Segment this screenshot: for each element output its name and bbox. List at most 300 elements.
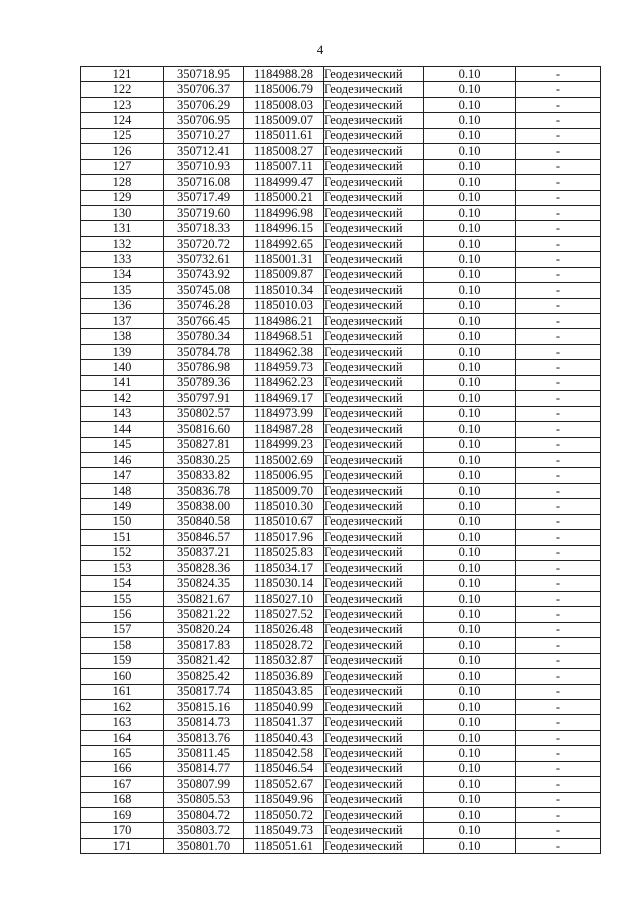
method-cell: Геодезический [324,252,424,267]
y-coordinate-cell: 1185049.73 [244,823,324,838]
method-cell: Геодезический [324,406,424,421]
y-coordinate-cell: 1185008.03 [244,97,324,112]
table-row [81,576,601,591]
point-number-cell: 140 [81,360,164,375]
x-coordinate-cell: 350838.00 [164,499,244,514]
accuracy-cell: 0.10 [424,113,516,128]
x-coordinate-cell: 350824.35 [164,576,244,591]
accuracy-cell: 0.10 [424,591,516,606]
y-coordinate-cell: 1185043.85 [244,684,324,699]
method-cell: Геодезический [324,360,424,375]
point-number-cell: 126 [81,144,164,159]
method-cell: Геодезический [324,67,424,82]
method-cell: Геодезический [324,576,424,591]
point-number-cell: 123 [81,97,164,112]
x-coordinate-cell: 350830.25 [164,452,244,467]
description-cell: - [516,669,601,684]
accuracy-cell: 0.10 [424,561,516,576]
description-cell: - [516,252,601,267]
x-coordinate-cell: 350780.34 [164,329,244,344]
method-cell: Геодезический [324,97,424,112]
description-cell: - [516,792,601,807]
description-cell: - [516,144,601,159]
x-coordinate-cell: 350706.37 [164,82,244,97]
y-coordinate-cell: 1185027.10 [244,591,324,606]
point-number-cell: 153 [81,561,164,576]
description-cell: - [516,205,601,220]
description-cell: - [516,375,601,390]
table-row [81,329,601,344]
accuracy-cell: 0.10 [424,344,516,359]
method-cell: Геодезический [324,128,424,143]
x-coordinate-cell: 350811.45 [164,746,244,761]
description-cell: - [516,838,601,853]
table-row [81,175,601,190]
y-coordinate-cell: 1185010.67 [244,514,324,529]
y-coordinate-cell: 1184973.99 [244,406,324,421]
description-cell: - [516,406,601,421]
point-number-cell: 169 [81,808,164,823]
x-coordinate-cell: 350802.57 [164,406,244,421]
coordinates-table [80,66,601,854]
table-row [81,777,601,792]
x-coordinate-cell: 350833.82 [164,468,244,483]
x-coordinate-cell: 350706.95 [164,113,244,128]
x-coordinate-cell: 350710.27 [164,128,244,143]
description-cell: - [516,221,601,236]
y-coordinate-cell: 1185007.11 [244,159,324,174]
point-number-cell: 160 [81,669,164,684]
point-number-cell: 167 [81,777,164,792]
y-coordinate-cell: 1185006.95 [244,468,324,483]
description-cell: - [516,329,601,344]
y-coordinate-cell: 1185051.61 [244,838,324,853]
accuracy-cell: 0.10 [424,622,516,637]
x-coordinate-cell: 350706.29 [164,97,244,112]
y-coordinate-cell: 1185049.96 [244,792,324,807]
y-coordinate-cell: 1185052.67 [244,777,324,792]
x-coordinate-cell: 350743.92 [164,267,244,282]
point-number-cell: 138 [81,329,164,344]
point-number-cell: 166 [81,761,164,776]
method-cell: Геодезический [324,283,424,298]
accuracy-cell: 0.10 [424,653,516,668]
method-cell: Геодезический [324,190,424,205]
x-coordinate-cell: 350718.33 [164,221,244,236]
y-coordinate-cell: 1185009.70 [244,483,324,498]
coordinates-table-body [81,67,601,854]
x-coordinate-cell: 350732.61 [164,252,244,267]
description-cell: - [516,267,601,282]
method-cell: Геодезический [324,823,424,838]
accuracy-cell: 0.10 [424,97,516,112]
table-row [81,144,601,159]
method-cell: Геодезический [324,715,424,730]
x-coordinate-cell: 350716.08 [164,175,244,190]
accuracy-cell: 0.10 [424,422,516,437]
description-cell: - [516,499,601,514]
accuracy-cell: 0.10 [424,699,516,714]
y-coordinate-cell: 1185040.99 [244,699,324,714]
x-coordinate-cell: 350821.42 [164,653,244,668]
y-coordinate-cell: 1185028.72 [244,638,324,653]
x-coordinate-cell: 350717.49 [164,190,244,205]
point-number-cell: 135 [81,283,164,298]
method-cell: Геодезический [324,329,424,344]
accuracy-cell: 0.10 [424,128,516,143]
table-row [81,699,601,714]
x-coordinate-cell: 350804.72 [164,808,244,823]
method-cell: Геодезический [324,175,424,190]
description-cell: - [516,638,601,653]
table-row [81,514,601,529]
method-cell: Геодезический [324,205,424,220]
y-coordinate-cell: 1185030.14 [244,576,324,591]
accuracy-cell: 0.10 [424,190,516,205]
table-row [81,653,601,668]
method-cell: Геодезический [324,792,424,807]
method-cell: Геодезический [324,298,424,313]
accuracy-cell: 0.10 [424,514,516,529]
method-cell: Геодезический [324,777,424,792]
description-cell: - [516,653,601,668]
method-cell: Геодезический [324,452,424,467]
x-coordinate-cell: 350816.60 [164,422,244,437]
accuracy-cell: 0.10 [424,298,516,313]
table-row [81,746,601,761]
accuracy-cell: 0.10 [424,236,516,251]
method-cell: Геодезический [324,468,424,483]
method-cell: Геодезический [324,545,424,560]
table-row [81,190,601,205]
point-number-cell: 124 [81,113,164,128]
table-row [81,283,601,298]
y-coordinate-cell: 1185001.31 [244,252,324,267]
method-cell: Геодезический [324,221,424,236]
x-coordinate-cell: 350821.67 [164,591,244,606]
y-coordinate-cell: 1185006.79 [244,82,324,97]
method-cell: Геодезический [324,82,424,97]
method-cell: Геодезический [324,236,424,251]
x-coordinate-cell: 350712.41 [164,144,244,159]
point-number-cell: 162 [81,699,164,714]
x-coordinate-cell: 350837.21 [164,545,244,560]
y-coordinate-cell: 1184992.65 [244,236,324,251]
x-coordinate-cell: 350814.77 [164,761,244,776]
description-cell: - [516,236,601,251]
description-cell: - [516,67,601,82]
method-cell: Геодезический [324,730,424,745]
method-cell: Геодезический [324,638,424,653]
y-coordinate-cell: 1185011.61 [244,128,324,143]
description-cell: - [516,823,601,838]
point-number-cell: 152 [81,545,164,560]
point-number-cell: 136 [81,298,164,313]
x-coordinate-cell: 350784.78 [164,344,244,359]
accuracy-cell: 0.10 [424,175,516,190]
table-row [81,422,601,437]
x-coordinate-cell: 350805.53 [164,792,244,807]
table-row [81,483,601,498]
accuracy-cell: 0.10 [424,437,516,452]
table-row [81,298,601,313]
point-number-cell: 125 [81,128,164,143]
point-number-cell: 157 [81,622,164,637]
table-row [81,97,601,112]
description-cell: - [516,175,601,190]
point-number-cell: 139 [81,344,164,359]
accuracy-cell: 0.10 [424,669,516,684]
point-number-cell: 144 [81,422,164,437]
accuracy-cell: 0.10 [424,638,516,653]
y-coordinate-cell: 1184999.47 [244,175,324,190]
description-cell: - [516,82,601,97]
accuracy-cell: 0.10 [424,823,516,838]
x-coordinate-cell: 350801.70 [164,838,244,853]
accuracy-cell: 0.10 [424,777,516,792]
method-cell: Геодезический [324,437,424,452]
table-row [81,530,601,545]
x-coordinate-cell: 350817.74 [164,684,244,699]
method-cell: Геодезический [324,514,424,529]
y-coordinate-cell: 1185036.89 [244,669,324,684]
point-number-cell: 156 [81,607,164,622]
description-cell: - [516,576,601,591]
accuracy-cell: 0.10 [424,144,516,159]
accuracy-cell: 0.10 [424,283,516,298]
accuracy-cell: 0.10 [424,499,516,514]
y-coordinate-cell: 1184969.17 [244,391,324,406]
description-cell: - [516,128,601,143]
table-row [81,128,601,143]
accuracy-cell: 0.10 [424,391,516,406]
table-row [81,406,601,421]
table-row [81,344,601,359]
table-row [81,715,601,730]
table-row [81,607,601,622]
point-number-cell: 149 [81,499,164,514]
accuracy-cell: 0.10 [424,715,516,730]
method-cell: Геодезический [324,314,424,329]
accuracy-cell: 0.10 [424,483,516,498]
accuracy-cell: 0.10 [424,530,516,545]
y-coordinate-cell: 1185009.07 [244,113,324,128]
y-coordinate-cell: 1185000.21 [244,190,324,205]
page-number: 4 [316,42,324,57]
description-cell: - [516,591,601,606]
y-coordinate-cell: 1184986.21 [244,314,324,329]
point-number-cell: 134 [81,267,164,282]
x-coordinate-cell: 350828.36 [164,561,244,576]
method-cell: Геодезический [324,561,424,576]
x-coordinate-cell: 350746.28 [164,298,244,313]
x-coordinate-cell: 350820.24 [164,622,244,637]
method-cell: Геодезический [324,530,424,545]
point-number-cell: 147 [81,468,164,483]
point-number-cell: 159 [81,653,164,668]
description-cell: - [516,391,601,406]
accuracy-cell: 0.10 [424,452,516,467]
method-cell: Геодезический [324,591,424,606]
description-cell: - [516,530,601,545]
y-coordinate-cell: 1184962.38 [244,344,324,359]
point-number-cell: 137 [81,314,164,329]
x-coordinate-cell: 350840.58 [164,514,244,529]
method-cell: Геодезический [324,422,424,437]
point-number-cell: 170 [81,823,164,838]
point-number-cell: 129 [81,190,164,205]
table-row [81,761,601,776]
description-cell: - [516,468,601,483]
point-number-cell: 150 [81,514,164,529]
point-number-cell: 154 [81,576,164,591]
point-number-cell: 164 [81,730,164,745]
description-cell: - [516,97,601,112]
table-row [81,437,601,452]
point-number-cell: 161 [81,684,164,699]
y-coordinate-cell: 1185042.58 [244,746,324,761]
y-coordinate-cell: 1184996.15 [244,221,324,236]
method-cell: Геодезический [324,684,424,699]
y-coordinate-cell: 1184999.23 [244,437,324,452]
accuracy-cell: 0.10 [424,252,516,267]
table-row [81,67,601,82]
point-number-cell: 151 [81,530,164,545]
point-number-cell: 165 [81,746,164,761]
description-cell: - [516,190,601,205]
y-coordinate-cell: 1185040.43 [244,730,324,745]
x-coordinate-cell: 350821.22 [164,607,244,622]
description-cell: - [516,483,601,498]
y-coordinate-cell: 1185010.34 [244,283,324,298]
y-coordinate-cell: 1185010.30 [244,499,324,514]
accuracy-cell: 0.10 [424,82,516,97]
table-row [81,252,601,267]
y-coordinate-cell: 1185041.37 [244,715,324,730]
table-row [81,452,601,467]
point-number-cell: 133 [81,252,164,267]
accuracy-cell: 0.10 [424,267,516,282]
x-coordinate-cell: 350817.83 [164,638,244,653]
method-cell: Геодезический [324,699,424,714]
table-row [81,622,601,637]
table-row [81,808,601,823]
accuracy-cell: 0.10 [424,607,516,622]
method-cell: Геодезический [324,113,424,128]
table-row [81,267,601,282]
y-coordinate-cell: 1185046.54 [244,761,324,776]
table-row [81,638,601,653]
table-row [81,591,601,606]
y-coordinate-cell: 1185025.83 [244,545,324,560]
table-row [81,159,601,174]
accuracy-cell: 0.10 [424,761,516,776]
x-coordinate-cell: 350807.99 [164,777,244,792]
table-row [81,838,601,853]
x-coordinate-cell: 350836.78 [164,483,244,498]
x-coordinate-cell: 350720.72 [164,236,244,251]
description-cell: - [516,715,601,730]
method-cell: Геодезический [324,344,424,359]
table-row [81,314,601,329]
point-number-cell: 146 [81,452,164,467]
accuracy-cell: 0.10 [424,808,516,823]
y-coordinate-cell: 1185032.87 [244,653,324,668]
table-row [81,360,601,375]
y-coordinate-cell: 1185027.52 [244,607,324,622]
y-coordinate-cell: 1184996.98 [244,205,324,220]
y-coordinate-cell: 1185009.87 [244,267,324,282]
point-number-cell: 145 [81,437,164,452]
point-number-cell: 148 [81,483,164,498]
method-cell: Геодезический [324,375,424,390]
table-row [81,792,601,807]
accuracy-cell: 0.10 [424,205,516,220]
method-cell: Геодезический [324,622,424,637]
x-coordinate-cell: 350766.45 [164,314,244,329]
method-cell: Геодезический [324,838,424,853]
description-cell: - [516,761,601,776]
point-number-cell: 131 [81,221,164,236]
accuracy-cell: 0.10 [424,329,516,344]
description-cell: - [516,514,601,529]
point-number-cell: 143 [81,406,164,421]
y-coordinate-cell: 1185026.48 [244,622,324,637]
table-row [81,561,601,576]
table-row [81,669,601,684]
method-cell: Геодезический [324,653,424,668]
description-cell: - [516,684,601,699]
point-number-cell: 155 [81,591,164,606]
accuracy-cell: 0.10 [424,684,516,699]
table-row [81,391,601,406]
x-coordinate-cell: 350789.36 [164,375,244,390]
table-row [81,545,601,560]
point-number-cell: 130 [81,205,164,220]
y-coordinate-cell: 1184959.73 [244,360,324,375]
method-cell: Геодезический [324,499,424,514]
method-cell: Геодезический [324,159,424,174]
table-row [81,82,601,97]
accuracy-cell: 0.10 [424,159,516,174]
x-coordinate-cell: 350825.42 [164,669,244,684]
x-coordinate-cell: 350803.72 [164,823,244,838]
x-coordinate-cell: 350797.91 [164,391,244,406]
description-cell: - [516,437,601,452]
accuracy-cell: 0.10 [424,360,516,375]
description-cell: - [516,808,601,823]
x-coordinate-cell: 350846.57 [164,530,244,545]
x-coordinate-cell: 350719.60 [164,205,244,220]
accuracy-cell: 0.10 [424,221,516,236]
method-cell: Геодезический [324,761,424,776]
x-coordinate-cell: 350814.73 [164,715,244,730]
accuracy-cell: 0.10 [424,468,516,483]
y-coordinate-cell: 1184968.51 [244,329,324,344]
description-cell: - [516,422,601,437]
accuracy-cell: 0.10 [424,792,516,807]
description-cell: - [516,746,601,761]
y-coordinate-cell: 1185010.03 [244,298,324,313]
accuracy-cell: 0.10 [424,545,516,560]
x-coordinate-cell: 350745.08 [164,283,244,298]
point-number-cell: 121 [81,67,164,82]
table-row [81,236,601,251]
method-cell: Геодезический [324,144,424,159]
point-number-cell: 132 [81,236,164,251]
description-cell: - [516,113,601,128]
y-coordinate-cell: 1185050.72 [244,808,324,823]
